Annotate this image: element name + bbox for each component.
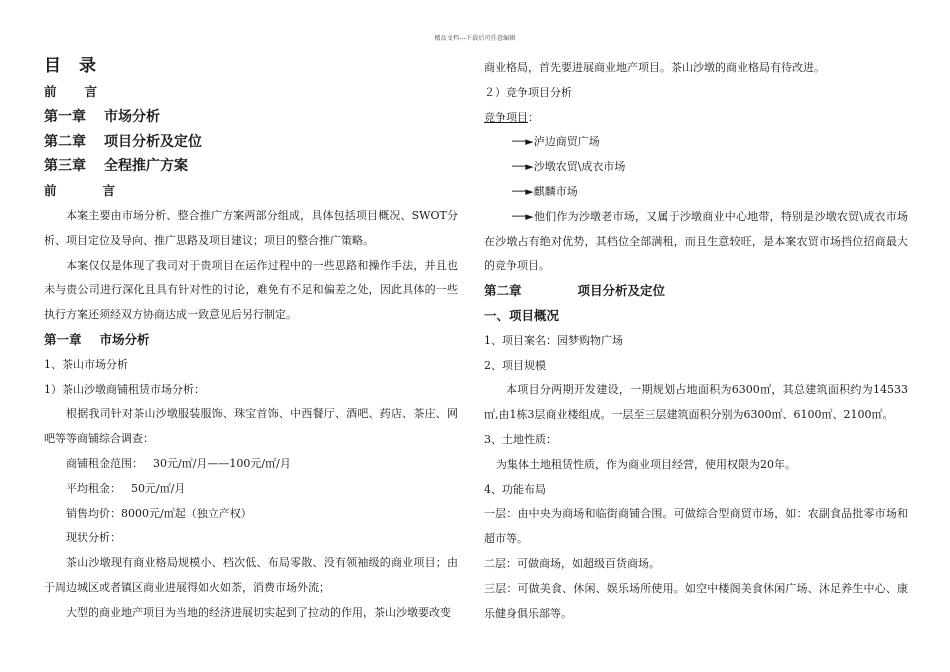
- competitor-item: ──►沙墩农贸\成衣市场: [512, 160, 626, 174]
- chapter-1-heading: 第一章 市场分析: [44, 331, 150, 347]
- project-name: 1、项目案名：园梦购物广场: [484, 333, 623, 347]
- average-sale-price: 销售均价：8000元/㎡起（独立产权）: [66, 506, 252, 520]
- toc-item-chapter-1[interactable]: 第一章 市场分析: [44, 108, 160, 125]
- arrow-icon: ──►: [512, 184, 534, 198]
- right-column: [484, 56, 908, 626]
- subsection-competition: ２）竞争项目分析: [484, 85, 572, 99]
- left-column: [44, 52, 458, 626]
- arrow-icon: ──►: [512, 209, 534, 223]
- toc-item-foreword[interactable]: 前 言: [44, 84, 98, 99]
- floor-3-description: 三层：可做美食、休闲、娱乐场所使用。如空中楼阁美食休闲广场、沐足养生中心、康乐健身俱乐部等。: [484, 581, 908, 620]
- arrow-icon: ──►: [512, 135, 534, 149]
- section-chashan-market: 1、茶山市场分析: [44, 357, 128, 371]
- toc-item-chapter-3[interactable]: 第三章 全程推广方案: [44, 158, 188, 175]
- chapter-2-heading: 第二章 项目分析及定位: [484, 283, 666, 299]
- arrow-icon: ──►: [512, 160, 534, 174]
- project-scale-label: 2、项目规模: [484, 358, 546, 372]
- foreword-paragraph-1: 本案主要由市场分析、整合推广方案两部分组成，具体包括项目概况、SWOT分析、项目定位及导向、推广思路及项目建议；项目的整合推广策略。: [44, 208, 458, 247]
- status-analysis-label: 现状分析：: [66, 531, 121, 545]
- floor-1-description: 一层：由中央为商场和临街商铺合围。可做综合型商贸市场，如：农副食品批零市场和超市等。: [484, 507, 908, 546]
- foreword-paragraph-2: 本案仅仅是体现了我司对于贵项目在运作过程中的一些思路和操作手法，并且也未与贵公司进行深化且具有针对性的讨论，难免有不足和偏差之处，因此具体的一些执行方案还须经双方协商达成一致意见后另行制定。: [44, 258, 458, 322]
- function-layout-label: 4、功能布局: [484, 482, 546, 496]
- competitors-label: 竞争项目：: [484, 110, 539, 124]
- survey-paragraph: 根据我司针对茶山沙墩服装服饰、珠宝首饰、中西餐厅、酒吧、药店、茶庄、网吧等等商铺综合调查：: [44, 407, 458, 446]
- competitor-description: ──►他们作为沙墩老市场，又属于沙墩商业中心地带，特别是沙墩农贸\成衣市场在沙墩占有绝对优势，其档位全部满租，而且生意较旺，是本案农贸市场挡位招商最大的竞争项目。: [484, 209, 908, 273]
- foreword-heading: 前 言: [44, 183, 116, 199]
- land-nature-label: 3、土地性质：: [484, 432, 557, 446]
- toc-title: 目 录: [44, 56, 96, 76]
- subsection-rental-market: 1）茶山沙墩商铺租赁市场分析：: [44, 382, 205, 396]
- page-header-note: 精品文档---下载后可任意编辑: [434, 35, 516, 42]
- average-rent: 平均租金： 50元/㎡/月: [66, 481, 186, 495]
- project-scale-paragraph: 本项目分两期开发建设，一期规划占地面积为6300㎡，其总建筑面积约为14533㎡,由1栋3层商业楼组成。一层至三层建筑面积分别为6300㎡、6100㎡、2100㎡。: [484, 383, 908, 422]
- rent-range: 商铺租金范围： 30元/㎡/月——100元/㎡/月: [66, 456, 291, 470]
- competitor-item: ──►麒麟市场: [512, 184, 578, 198]
- competitor-item: ──►泸边商贸广场: [512, 135, 600, 149]
- status-paragraph: 茶山沙墩现有商业格局规模小、档次低、布局零散、没有领袖级的商业项目；由于周边城区或者镇区商业进展得如火如荼，消费市场外流；: [44, 556, 458, 594]
- toc-item-chapter-2[interactable]: 第二章 项目分析及定位: [44, 133, 202, 150]
- floor-2-description: 二层：可做商场，如超级百货商场。: [484, 556, 660, 570]
- commercial-paragraph-end: 商业格局，首先要进展商业地产项目。茶山沙墩的商业格局有待改进。: [484, 61, 825, 74]
- commercial-paragraph-start: 大型的商业地产项目为当地的经济进展切实起到了拉动的作用，茶山沙墩要改变: [66, 605, 451, 619]
- project-overview-heading: 一、项目概况: [484, 307, 560, 323]
- land-nature-paragraph: 为集体土地租赁性质，作为商业项目经营，使用权限为20年。: [496, 457, 796, 471]
